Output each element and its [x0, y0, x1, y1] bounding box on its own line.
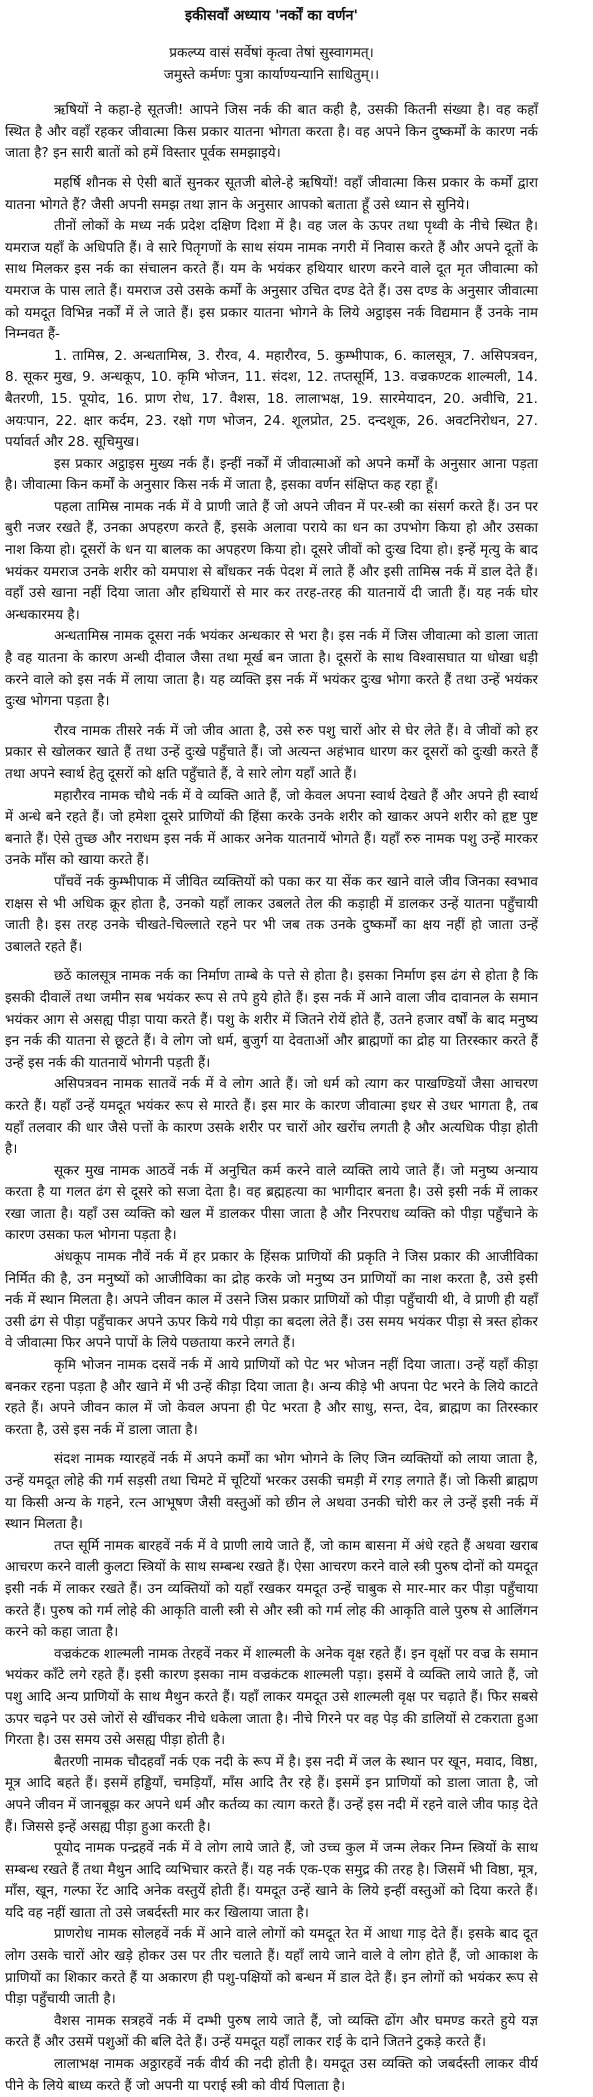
body-paragraph: वैशस नामक सत्रहवें नर्क में दम्भी पुरुष लाये जाते हैं, जो व्यक्ति ढोंग और घमण्ड करते हुये यज्ञ करते हैं और उसमें पशुओं की बलि देते हैं। उन्हें यमदूत यहाँ लाकर राई के दाने जितने टुकड़े करते हैं।: [5, 2012, 538, 2051]
body-paragraph: तीनों लोकों के मध्य नर्क प्रदेश दक्षिण दिशा में है। वह जल के ऊपर तथा पृथ्वी के नीचे स्थित है। यमराज यहाँ के अधिपति हैं। वे सारे पितृगणों के साथ संयम नामक नगरी में निवास करते हैं और अपने दूतों के साथ मिलकर इस नर्क का संचालन करते हैं। यम के भयंकर हथियार धारण करने वाले दूत मृत जीवात्मा को यमराज के पास लाते हैं। यमराज उसे उसके कर्मों के अनुसार उचित दण्ड देते हैं। उस दण्ड के अनुसार जीवात्मा को यमदूत विभिन्न नर्कों में ले जाते हैं। इस प्रकार यातना भोगने के लिये अट्ठाइस नर्क विद्यमान हैं उनके नाम निम्नवत हैं-: [5, 218, 538, 343]
body-paragraph: छठें कालसूत्र नामक नर्क का निर्माण ताम्बे के पत्ते से होता है। इसका निर्माण इस ढंग से होता है कि इसकी दीवालें तथा जमीन सब भयंकर रूप से तपे हुये होते हैं। इस नर्क में आने वाला जीव दावानल के समान भयंकर आग से असह्य पीड़ा पाया करते हैं। पशु के शरीर में जितने रोयें होते हैं, उतने हजार वर्षों के बाद मनुष्य इन नर्क की यातना से छूटते हैं। वे लोग जो धर्म, बुजुर्ग या देवताओं और ब्राह्मणों का द्रोह या तिरस्कार करते हैं उन्हें इस नर्क की यातनायें भोगनी पड़ती हैं।: [5, 968, 538, 1071]
body-paragraph: बैतरणी नामक चौदहवाँ नर्क एक नदी के रूप में है। इस नदी में जल के स्थान पर खून, मवाद, विष्ठा, मूत्र आदि बहते हैं। इसमें हड्डियाँ, चमड़ियाँ, माँस आदि तैर रहे हैं। इसमें इन प्राणियों को डाला जाता है, जो अपने जीवन में जानबूझ कर अपने धर्म और कर्तव्य का त्याग करते हैं। उन्हें इस नदी में रहने वाले जीव फाड़ देते हैं। जिससे इन्हें असह्य पीड़ा हुआ करती है।: [5, 1753, 538, 1835]
body-paragraph: रौरव नामक तीसरे नर्क में जो जीव आता है, उसे रुरु पशु चारों ओर से घेर लेते हैं। वे जीवों को हर प्रकार से खोलकर खाते हैं तथा उन्हें दुःखे पहुँचाते हैं। जो अत्यन्त अहंभाव धारण कर दूसरों को दुःखी करते हैं तथा अपने स्वार्थ हेतु दूसरों को क्षति पहुँचाते हैं, वे सारे लोग यहाँ आते हैं।: [5, 722, 538, 782]
body-paragraph: महर्षि शौनक से ऐसी बातें सुनकर सूतजी बोले-हे ऋषियों! वहाँ जीवात्मा किस प्रकार के कर्मों द्वारा यातना भोगते हैं? जैसी अपनी समझ तथा ज्ञान के अनुसार आपको बताता हूँ उसे ध्यान से सुनिये।: [5, 174, 538, 213]
body-paragraph: संदश नामक ग्यारहवें नर्क में अपने कर्मों का भोग भोगने के लिए जिन व्यक्तियों को लाया जाता है, उन्हें यमदूत लोहे की गर्म सड़सी तथा चिमटे में चूटियों भरकर उसकी चमड़ी में रगड़ लगाते हैं। जो किसी ब्राह्मण या किसी अन्य के गहने, रत्न आभूषण जैसी वस्तुओं को छीन ले अथवा उनकी चोरी कर ले उन्हें इसी नर्क में स्थान मिलता है।: [5, 1451, 538, 1533]
body-paragraph: तप्त सूर्मि नामक बारहवें नर्क में वे प्राणी लाये जाते हैं, जो काम बासना में अंधे रहते हैं अथवा खराब आचरण करने वाली कुलटा स्त्रियों के साथ सम्बन्ध रखते हैं। ऐसा आचरण करने वाले स्त्री पुरुष दोनों को यमदूत इसी नर्क में लाकर रखते हैं। उन व्यक्तियों को यहाँ रखकर यमदूत उन्हें चाबुक से मार-मार कर पीड़ा पहुँचाया करते हैं। पुरुष को गर्म लोहे की आकृति वाली स्त्री से और स्त्री को गर्म लोह की आकृति वाले पुरुष से आलिंगन करने को कहा जाता है।: [5, 1537, 539, 1641]
body-paragraph: ऋषियों ने कहा-हे सूतजी! आपने जिस नर्क की बात कही है, उसकी कितनी संख्या है। वह कहाँ स्थित है और वहाँ रहकर जीवात्मा किस प्रकार यातना भोगता करता है। वह अपने किन दुष्कर्मों के कारण नर्क जाता है? इन सारी बातों को हमें विस्तार पूर्वक समझाइये।: [5, 102, 538, 162]
body-paragraph: कृमि भोजन नामक दसवें नर्क में आये प्राणियों को पेट भर भोजन नहीं दिया जाता। उन्हें यहाँ कीड़ा बनकर रहना पड़ता है और खाने में भी उन्हें कीड़ा दिया जाता है। अन्य कीड़े भी अपना पेट भरने के लिये काटते रहते हैं। अपने जीवन काल में जो केवल अपना ही पेट भरता है और साधु, सन्त, देव, ब्राह्मण का तिरस्कार करता है, उसे इस नर्क में डाला जाता है।: [5, 1357, 538, 1438]
body-paragraph: असिपत्रवन नामक सातवें नर्क में वे लोग आते हैं। जो धर्म को त्याग कर पाखण्डियों जैसा आचरण करते हैं। यहाँ उन्हें यमदूत भयंकर रूप से मारते हैं। इस मार के कारण जीवात्मा इधर से उधर भागता है, तब यहाँ तलवार की धार जैसे पत्तों के कारण उसके शरीर पर चारों ओर खरोंच लगती है और अत्यधिक पीड़ा होती है।: [5, 1076, 538, 1158]
chapter-title: इकीसवाँ अध्याय 'नर्कों का वर्णन': [185, 8, 358, 24]
body-paragraph: पहला तामिस्र नामक नर्क में वे प्राणी जाते हैं जो अपने जीवन में पर-स्त्री का संसर्ग करते हैं। उन पर बुरी नजर रखते हैं, उनका अपहरण करते हैं, इसके अलावा पराये का धन का उपभोग किया हो और उसका नाश किया हो। दूसरों के धन या बालक का अपहरण किया हो। दूसरे जीवों को दुःख दिया हो। इन्हें मृत्यु के बाद भयंकर यमराज उनके शरीर को यमपाश से बाँधकर नर्क पेदश में लाते हैं और इसी तामिस्र नर्क में डाल देते हैं। वहाँ उसे खाना नहीं दिया जाता और हथियारों से मार कर तरह-तरह की यातनायें दी जाती हैं। यह नर्क घोर अन्धकारमय है।: [5, 498, 538, 623]
naraka-list: 1. तामिस्र, 2. अन्धतामिस्र, 3. रौरव, 4. महारौरव, 5. कुम्भीपाक, 6. कालसूत्र, 7. असिपत्रवन, 8. सूकर मुख, 9. अन्धकूप, 10. कृमि भोजन, 11. संदश, 12. तप्तसूर्मि, 13. वज्रकण्टक शाल्मली, 14. बैतरणी, 15. पूयोद, 16. प्राण रोध, 17. वैशस, 18. लालाभक्ष, 19. सारमेयादन, 20. अवीचि, 21. अयःपान, 22. क्षार कर्दम, 23. रक्षो गण भोजन, 24. शूलप्रोत, 25. दन्दशूक, 26. अवटनिरोधन, 27. पर्यावर्त और 28. सूचिमुख।: [5, 347, 538, 451]
body-paragraph: अन्धतामिस्र नामक दूसरा नर्क भयंकर अन्धकार से भरा है। इस नर्क में जिस जीवात्मा को डाला जाता है वह यातना के कारण अन्धी दीवाल जैसा तथा मूर्ख बन जाता है। दूसरों के साथ विश्वासघात या धोखा धड़ी करने वाले को इस नर्क में लाया जाता है। यह व्यक्ति इस नर्क में भयंकर दुःख भोगा करते हैं तथा उन्हें भयंकर दुःख भोगना पड़ता है।: [5, 628, 538, 710]
body-paragraph: इस प्रकार अट्ठाइस मुख्य नर्क हैं। इन्हीं नर्कों में जीवात्माओं को अपने कर्मों के अनुसार आना पड़ता है। जीवात्मा किन कर्मों के अनुसार किस नर्क में जाता है, इसका वर्णन संक्षिप्त कह रहा हूँ।: [5, 455, 538, 494]
body-paragraph: प्राणरोध नामक सोलहवें नर्क में आने वाले लोगों को यमदूत रेत में आधा गाड़ देते हैं। इसके बाद दूत लोग उसके चारों ओर खड़े होकर उस पर तीर चलाते हैं। यहाँ लाये जाने वाले वे लोग होते हैं, जो आकाश के प्राणियों का शिकार करते हैं या अकारण ही पशु-पक्षियों को बन्धन में डाल देते हैं। इन लोगों को भयंकर रूप से पीड़ा पहुँचायी जाती है।: [5, 1926, 538, 2008]
body-paragraph: पूयोद नामक पन्द्रहवें नर्क में वे लोग लाये जाते हैं, जो उच्च कुल में जन्म लेकर निम्न स्त्रियों के साथ सम्बन्ध रखते हैं तथा मैथुन आदि व्यभिचार करते हैं। यह नर्क एक-एक समुद्र की तरह है। जिसमें भी विष्ठा, मूत्र, माँस, खून, गल्फा रेंट आदि अनेक वस्तुयें होती हैं। यमदूत उन्हें खाने के लिये इन्हीं वस्तुओं को दिया करते हैं। यदि वह नहीं खाता तो उसे जबर्दस्ती मार कर खिलाया जाता है।: [5, 1840, 538, 1921]
body-paragraph: वज्रकंटक शाल्मली नामक तेरहवें नकर में शाल्मली के अनेक वृक्ष रहते हैं। इन वृक्षों पर वज्र के समान भयंकर काँटे लगे रहते हैं। इसी कारण इसका नाम वज्रकंटक शाल्मली पड़ा। इसमें वे व्यक्ति लाये जाते हैं, जो पशु आदि अन्य प्राणियों के साथ मैथुन करते हैं। यहाँ लाकर यमदूत उसे शाल्मली वृक्ष पर चढ़ाते हैं। फिर सबसे ऊपर चढ़ने पर उसे जोरों से खींचकर नीचे धकेला जाता है। नीचे गिरने पर वह पेड़ की डालियों से टकराता हुआ गिरता है। उस समय उसे असह्य पीड़ा होती है।: [5, 1645, 538, 1749]
body-paragraph: अंधकूप नामक नौवें नर्क में हर प्रकार के हिंसक प्राणियों की प्रकृति ने जिस प्रकार की आजीविका निर्मित की है, उन मनुष्यों को आजीविका का द्रोह करके जो मनुष्य उन प्राणियों का नाश करता है, उसे इसी नर्क में स्थान मिलता है। अपने जीवन काल में उसने जिस प्रकार प्राणियों को पीड़ा पहुँचायी थी, वे प्राणी ही यहाँ उसी ढंग से पीड़ा पहुँचाकर अपने ऊपर किये गये पीड़ा का बदला लेते हैं। उस समय भयंकर पीड़ा से त्रस्त होकर वे जीवात्मा फिर अपने पापों के लिये पछताया करने लगते हैं।: [5, 1249, 538, 1352]
verse-line: प्रकल्प्य वासं सर्वेषां कृत्वा तेषां सुस्वागमत्।: [169, 45, 374, 61]
sanskrit-verse: [5, 43, 538, 86]
body-paragraph: सूकर मुख नामक आठवें नर्क में अनुचित कर्म करने वाले व्यक्ति लाये जाते हैं। जो मनुष्य अन्याय करता है या गलत ढंग से दूसरे को सजा देता है। वह ब्रह्महत्या का भागीदार बनता है। उसे इसी नर्क में लाकर रखा जाता है। यहाँ उस व्यक्ति को खल में डालकर पीसा जाता है और निरपराध व्यक्ति को पीड़ा पहुँचाने के कारण उसका फल भोगना पड़ता है।: [5, 1162, 538, 1244]
body-paragraph: लालाभक्ष नामक अठ्ठारहवें नर्क वीर्य की नदी होती है। यमदूत उस व्यक्ति को जबर्दस्ती लाकर वीर्य पीने के लिये बाध्य करते हैं जो अपनी या पराई स्त्री को वीर्य पिलाता है।: [5, 2056, 538, 2094]
verse-line: जमुस्ते कर्मणः पुत्रा कार्याण्यन्यानि साधितुम्।।: [163, 66, 380, 83]
body-paragraph: महारौरव नामक चौथे नर्क में वे व्यक्ति आते हैं, जो केवल अपना स्वार्थ देखते हैं और अपने ही स्वार्थ में अन्धे बने रहते हैं। जो हमेशा दूसरे प्राणियों की हिंसा करके उनके शरीर को खाकर अपने शरीर को हृष्ट पुष्ट बनाते हैं। ऐसे तुच्छ और नराधम इस नर्क में आकर अनेक यातनायें भोगते हैं। यहाँ रुरु नामक पशु उन्हें मारकर उनके माँस को खाया करते हैं।: [5, 787, 538, 869]
body-paragraph: पाँचवें नर्क कुम्भीपाक में जीवित व्यक्तियों को पका कर या सेंक कर खाने वाले जीव जिनका स्वभाव राक्षस से भी अधिक क्रूर होता है, उनको यहाँ लाकर उबलते तेल की कड़ाही में डालकर उन्हें यातना पहुँचायी जाती है। इस तरह उनके चीखते-चिल्लाते रहने पर भी जब तक उनके दुष्कर्मों का क्षय नहीं हो जाता उन्हें उबालते रहते हैं।: [5, 873, 538, 955]
